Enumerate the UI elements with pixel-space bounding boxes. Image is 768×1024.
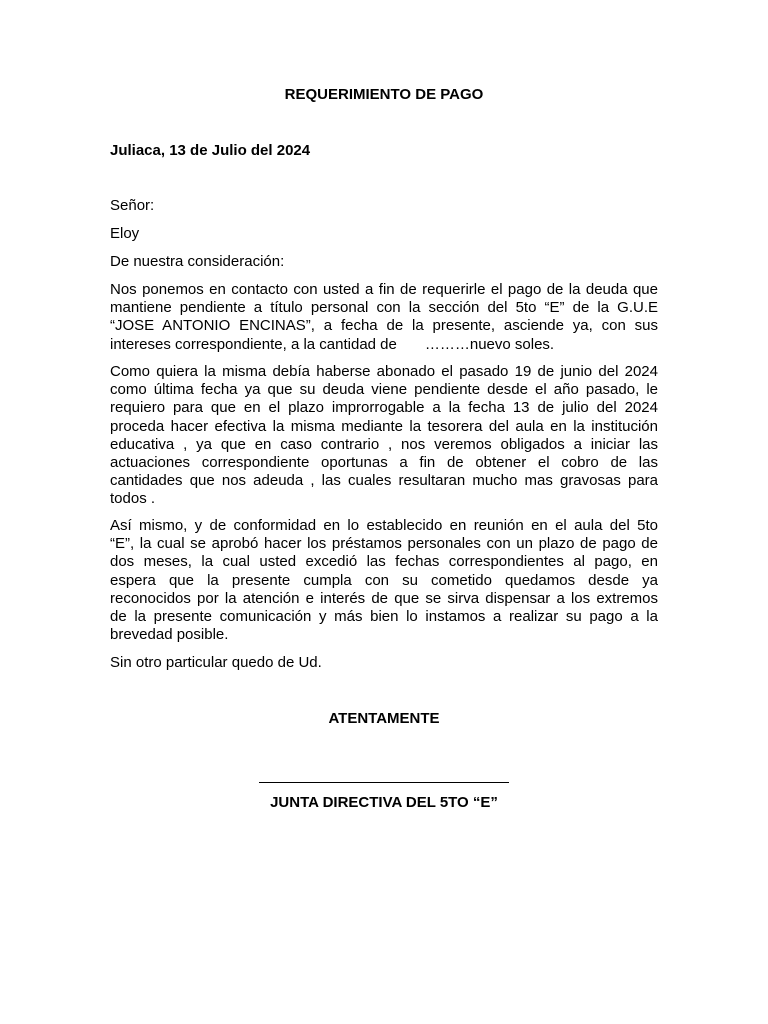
paragraph-line: Nos ponemos en contacto con usted a fin de requerirle el pago de la deuda que <box>110 281 658 298</box>
paragraph-line: Así mismo, y de conformidad en lo establecido en reunión en el aula del 5to <box>110 517 658 534</box>
paragraph-line: de la presente comunicación y más bien lo instamos a realizar su pago a la <box>110 608 658 626</box>
paragraph-line: “E”, la cual se aprobó hacer los préstamos personales con un plazo de pago de <box>110 535 658 553</box>
amount-value: ………nuevo soles. <box>424 335 555 353</box>
paragraph-line: mantiene pendiente a título personal con la sección del 5to “E” de la G.U.E <box>110 299 658 317</box>
paragraph-line: todos . <box>110 490 156 508</box>
paragraph-line: educativa , ya que en caso contrario , nos veremos obligados a iniciar las <box>110 435 658 453</box>
greeting: De nuestra consideración: <box>110 253 285 270</box>
paragraph-debt-notice <box>110 281 658 354</box>
paragraph-line: brevedad posible. <box>110 626 229 644</box>
paragraph-line: como última fecha ya que su deuda viene pendiente desde el año pasado, le <box>110 381 658 399</box>
recipient-name: Eloy <box>110 225 140 242</box>
paragraph-line: Como quiera la misma debía haberse abonado el pasado 19 de junio del 2024 <box>110 363 658 380</box>
paragraph-line-amount <box>110 336 658 354</box>
paragraph-line: requiero para que en el plazo improrrogable a la fecha 13 de julio del 2024 <box>110 399 658 417</box>
paragraph-line: “JOSE ANTONIO ENCINAS”, a fecha de la presente, asciende ya, con sus <box>110 317 658 335</box>
paragraph-line: espera que la presente cumpla con su cometido quedamos desde ya <box>110 571 658 589</box>
paragraph-line: actuaciones correspondiente oportunas a fin de obtener el cobro de las <box>110 454 658 472</box>
closing-line: Sin otro particular quedo de Ud. <box>110 654 322 671</box>
sign-off: ATENTAMENTE <box>328 710 440 727</box>
paragraph-line: dos meses, la cual usted excedió las fechas correspondientes al pago, en <box>110 553 658 571</box>
paragraph-line: proceda hacer efectiva la misma mediante la tesorera del aula en la institución <box>110 417 658 435</box>
signature-line <box>259 782 509 783</box>
place-date: Juliaca, 13 de Julio del 2024 <box>110 142 311 159</box>
signature-label: JUNTA DIRECTIVA DEL 5TO “E” <box>270 794 498 811</box>
paragraph-agreement <box>110 517 658 644</box>
paragraph-payment-requirement <box>110 363 658 509</box>
document-title: REQUERIMIENTO DE PAGO <box>284 86 484 103</box>
salutation: Señor: <box>110 197 155 214</box>
amount-intro: intereses correspondiente, a la cantidad de <box>110 335 397 353</box>
paragraph-line: cantidades que nos adeuda , las cuales resultaran mucho mas gravosas para <box>110 472 658 490</box>
paragraph-line: reconocidos por la atención e interés de que se sirva dispensar a los extremos <box>110 589 658 607</box>
